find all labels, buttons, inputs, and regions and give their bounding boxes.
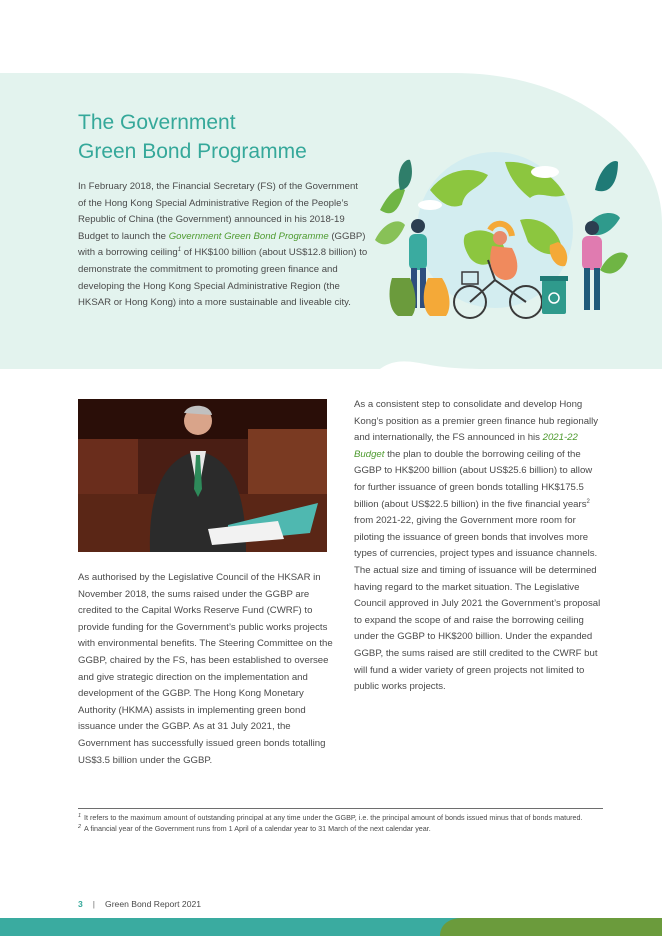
intro-text-3: of HK$100 billion (about US$12.8 billion) to demonstrate the commitment to promoting green finance and developing the Hong Kong Special Administrative Region (the HKSAR or Hong Kong) into a more sustainable and liveable city. [78,247,368,309]
page-number: 3 [78,899,83,909]
footnote-divider [78,808,603,809]
right-text-2: the plan to double the borrowing ceiling of the GGBP to HK$200 billion (about US$25.6 billion) to allow for further issuance of green bonds totalling HK$175.5 billion (about US$22.5 billion) in the five financial years [354,448,593,510]
right-text-3: from 2021-22, giving the Government more room for piloting the issuance of green bonds that involves more types of currencies, project types and issuance channels. The actual size and timing of issuance will be determined having regard to the market situation. The Legislative Council approved in July 2021 the Government’s proposal to expand the scope of and raise the borrowing ceiling under the GGBP to HK$200 billion. Under the expanded GGBP, the sums raised are still credited to the CWRF but will fund a wider variety of green projects not limited to public works projects. [354,515,601,693]
title-line-2: Green Bond Programme [78,140,307,163]
right-column-paragraph [354,397,604,696]
intro-emphasis: Government Green Bond Programme [168,230,329,242]
footnotes [78,813,603,834]
intro-text-1: In February 2018, the Financial Secretary (FS) of the Government of the Hong Kong Special Administrative Region of the People’s Republic of China (the Government) announced in his 2018-19 Budget to launch the [78,181,358,242]
page-footer [78,899,201,909]
footnote-ref-1: 1 [177,247,182,254]
bottom-color-bar [0,918,662,936]
right-text-1: As a consistent step to consolidate and develop Hong Kong’s position as a premier green finance hub regionally and internationally, the FS announced in his [354,399,599,444]
intro-text-2: (GGBP) with a borrowing ceiling [78,230,366,259]
footnote-2: 2 A financial year of the Government runs from 1 April of a calendar year to 31 March of the next calendar year. [78,823,431,833]
left-column-paragraph: As authorised by the Legislative Council of the HKSAR in November 2018, the sums raised under the GGBP are credited to the Capital Works Reserve Fund (CWRF) to provide funding for the Government’s public works projects with environmental benefits. The Steering Committee on the GGBP, chaired by the FS, has been established to oversee and give strategic direction on the implementation and development of the GGBP. The Hong Kong Monetary Authority (HKMA) assists in implementing green bond issuance under the GGBP. As at 31 July 2021, the Government has successfully issued green bonds totalling US$3.5 billion under the GGBP. [78,572,333,766]
report-title: Green Bond Report 2021 [105,899,202,909]
footnote-1: 1 It refers to the maximum amount of outstanding principal at any time under the GGBP, i.e. the principal amount of bonds issued minus that of bonds matured. [78,813,583,822]
financial-secretary-photo [78,399,327,552]
footnote-ref-2: 2 [586,498,590,505]
recycling-globe-illustration [370,150,630,330]
title-line-1: The Government [78,111,236,134]
intro-paragraph [78,179,368,312]
right-emphasis: 2021-22 Budget [354,432,578,460]
footer-separator: | [92,899,96,909]
page-title [78,108,307,166]
